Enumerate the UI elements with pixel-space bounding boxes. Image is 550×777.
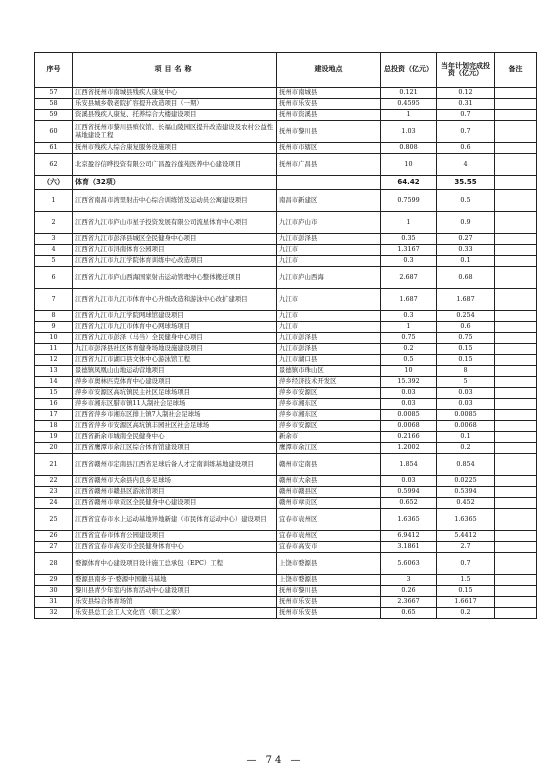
table-row: [35, 344, 537, 355]
header-location: 建设地点: [277, 53, 381, 88]
table-row: [35, 476, 537, 487]
cell-remark: [495, 443, 537, 454]
cell-plan: 0.452: [437, 498, 495, 509]
cell-remark: [495, 311, 537, 322]
cell-no: 19: [35, 432, 73, 443]
cell-investment: 1: [381, 322, 437, 333]
cell-no: 57: [35, 88, 73, 99]
cell-remark: [495, 399, 537, 410]
cell-no: 62: [35, 154, 73, 176]
cell-location: 景德镇市珠山区: [277, 366, 381, 377]
cell-no: 61: [35, 143, 73, 154]
cell-remark: [495, 366, 537, 377]
cell-remark: [495, 476, 537, 487]
cell-location: 九江市彭泽县: [277, 344, 381, 355]
table-row: [35, 498, 537, 509]
cell-location: 抚州市乐安县: [277, 608, 381, 619]
cell-remark: [495, 99, 537, 110]
cell-remark: [495, 410, 537, 421]
table-row: [35, 154, 537, 176]
cell-location: 抚州市市辖区: [277, 143, 381, 154]
cell-name: 江西省鹰潭市余江区综合体育馆建设项目: [73, 443, 277, 454]
table-row: [35, 212, 537, 234]
table-row: [35, 575, 537, 586]
cell-location: 九江市: [277, 322, 381, 333]
cell-remark: [495, 509, 537, 531]
cell-no: 12: [35, 355, 73, 366]
cell-remark: [495, 432, 537, 443]
cell-no: 5: [35, 256, 73, 267]
cell-name: 江西省九江市彭泽县城区全民健身中心项目: [73, 234, 277, 245]
document-page: [34, 52, 536, 619]
table-row: [35, 311, 537, 322]
cell-name: 黎川县青少年室内体育活动中心建设项目: [73, 586, 277, 597]
cell-plan: 0.03: [437, 399, 495, 410]
cell-plan: 5: [437, 377, 495, 388]
cell-no: 32: [35, 608, 73, 619]
cell-remark: [495, 176, 537, 190]
cell-plan: 0.6: [437, 322, 495, 333]
cell-no: 59: [35, 110, 73, 121]
table-row: [35, 542, 537, 553]
cell-no: 1: [35, 190, 73, 212]
cell-plan: 0.7: [437, 110, 495, 121]
cell-no: 2: [35, 212, 73, 234]
cell-name: 江西省九江市庐山市星子投资发展有限公司流星体育中心项目: [73, 212, 277, 234]
cell-investment: 1.2002: [381, 443, 437, 454]
cell-plan: 0.7: [437, 121, 495, 143]
table-row: [35, 190, 537, 212]
table-row: [35, 267, 537, 289]
cell-location: 上饶市婺源县: [277, 553, 381, 575]
cell-investment: 0.652: [381, 498, 437, 509]
table-row: [35, 333, 537, 344]
cell-remark: [495, 531, 537, 542]
cell-name: 江西省赣州市大余县内良乡足球场: [73, 476, 277, 487]
cell-plan: 1.6365: [437, 509, 495, 531]
cell-plan: 0.0085: [437, 410, 495, 421]
cell-name: 婺源体育中心建设项目设计施工总承包（EPC）工程: [73, 553, 277, 575]
cell-investment: 0.3: [381, 311, 437, 322]
table-row: [35, 88, 537, 99]
cell-name: 江西省九江市彭泽（马当）全民健身中心项目: [73, 333, 277, 344]
cell-plan: 0.15: [437, 586, 495, 597]
cell-remark: [495, 586, 537, 597]
cell-plan: 0.1: [437, 432, 495, 443]
investment-table: [34, 52, 537, 619]
cell-plan: 0.1: [437, 256, 495, 267]
cell-investment: 0.808: [381, 143, 437, 154]
cell-investment: 0.3: [381, 256, 437, 267]
table-row: [35, 245, 537, 256]
cell-plan: 2.7: [437, 542, 495, 553]
cell-location: 九江市庐山西海: [277, 267, 381, 289]
cell-no: 30: [35, 586, 73, 597]
cell-location: 南昌市新建区: [277, 190, 381, 212]
cell-name: 江西省赣州市赣县区游泳馆项目: [73, 487, 277, 498]
cell-investment: 10: [381, 366, 437, 377]
cell-location: 萍乡市安源区: [277, 421, 381, 432]
cell-location: 九江市: [277, 245, 381, 256]
cell-no: 60: [35, 121, 73, 143]
cell-name: 江西省抚州市南城县残疾人康复中心: [73, 88, 277, 99]
table-row: [35, 99, 537, 110]
cell-plan: 0.5: [437, 190, 495, 212]
cell-investment: 0.65: [381, 608, 437, 619]
cell-location: 九江市: [277, 311, 381, 322]
cell-investment: 0.03: [381, 399, 437, 410]
cell-name: 江西省南昌市湾里射击中心综合训练馆及运动员公寓建设项目: [73, 190, 277, 212]
cell-plan: 0.6: [437, 143, 495, 154]
cell-remark: [495, 377, 537, 388]
cell-plan: 0.68: [437, 267, 495, 289]
cell-location: 新余市: [277, 432, 381, 443]
table-row: [35, 234, 537, 245]
cell-remark: [495, 121, 537, 143]
cell-investment: 0.03: [381, 476, 437, 487]
cell-plan: 0.75: [437, 333, 495, 344]
cell-name: 江西省宜春市高安市全民健身体育中心: [73, 542, 277, 553]
cell-investment: 1: [381, 110, 437, 121]
cell-name: 江西省新余市城南全民健身中心: [73, 432, 277, 443]
cell-location: 萍乡市湘东区: [277, 399, 381, 410]
cell-name: 江西省九江市九江学院体育训练中心改造项目: [73, 256, 277, 267]
cell-location: [277, 176, 381, 190]
cell-remark: [495, 542, 537, 553]
cell-no: 9: [35, 322, 73, 333]
cell-name: 乐安县总工会工人文化宫（职工之家）: [73, 608, 277, 619]
cell-name: 乐安县综合体育场馆: [73, 597, 277, 608]
cell-location: 上饶市婺源县: [277, 575, 381, 586]
cell-location: 九江市彭泽县: [277, 333, 381, 344]
cell-no: 6: [35, 267, 73, 289]
table-row: [35, 143, 537, 154]
cell-location: 萍乡市安源区: [277, 388, 381, 399]
cell-plan: 0.15: [437, 355, 495, 366]
cell-location: 抚州市黎川县: [277, 586, 381, 597]
cell-no: 15: [35, 388, 73, 399]
cell-investment: 2.687: [381, 267, 437, 289]
cell-name: 江西省赣州市定南县江西省足球后备人才定南训练基地建设项目: [73, 454, 277, 476]
cell-plan: 1.6617: [437, 597, 495, 608]
table-row: [35, 388, 537, 399]
cell-no: 3: [35, 234, 73, 245]
cell-name: 资溪县残疾人康复、托养综合大楼建设项目: [73, 110, 277, 121]
cell-name: 江西省九江市湖口县文体中心游泳馆工程: [73, 355, 277, 366]
cell-remark: [495, 355, 537, 366]
cell-location: 抚州市乐安县: [277, 99, 381, 110]
cell-remark: [495, 212, 537, 234]
cell-plan: 0.27: [437, 234, 495, 245]
cell-plan: 0.254: [437, 311, 495, 322]
cell-remark: [495, 487, 537, 498]
cell-no: 26: [35, 531, 73, 542]
cell-no: 8: [35, 311, 73, 322]
cell-no: 25: [35, 509, 73, 531]
cell-name: 抚州市残疾人综合康复服务设施项目: [73, 143, 277, 154]
cell-name: 萍乡市湘东区腊市镇11人制社会足球场: [73, 399, 277, 410]
table-row: [35, 289, 537, 311]
cell-no: 17: [35, 410, 73, 421]
cell-location: 九江市湖口县: [277, 355, 381, 366]
cell-investment: 5.6063: [381, 553, 437, 575]
cell-investment: 0.4595: [381, 99, 437, 110]
cell-name: 萍乡市奥林匹克体育中心建设项目: [73, 377, 277, 388]
cell-remark: [495, 267, 537, 289]
cell-plan: 0.854: [437, 454, 495, 476]
cell-remark: [495, 575, 537, 586]
cell-investment: 15.392: [381, 377, 437, 388]
table-row: [35, 608, 537, 619]
cell-investment: 1.6365: [381, 509, 437, 531]
cell-no: 23: [35, 487, 73, 498]
table-row: [35, 509, 537, 531]
cell-investment: 1.03: [381, 121, 437, 143]
cell-remark: [495, 289, 537, 311]
cell-location: 赣州市定南县: [277, 454, 381, 476]
cell-location: 九江市庐山市: [277, 212, 381, 234]
cell-remark: [495, 553, 537, 575]
cell-name: 乐安县城乡敬老院扩容提升改造项目（一期）: [73, 99, 277, 110]
cell-investment: 1: [381, 212, 437, 234]
cell-plan: 0.7: [437, 553, 495, 575]
cell-remark: [495, 333, 537, 344]
table-row: [35, 586, 537, 597]
cell-plan: 0.2: [437, 443, 495, 454]
cell-no: 20: [35, 443, 73, 454]
cell-no: 10: [35, 333, 73, 344]
cell-remark: [495, 256, 537, 267]
cell-no: 21: [35, 454, 73, 476]
cell-no: 7: [35, 289, 73, 311]
cell-plan: 0.15: [437, 344, 495, 355]
cell-name: 江西省赣州市章贡区全民健身中心建设项目: [73, 498, 277, 509]
cell-name: 江西省萍乡市湘东区排上镇7人制社会足球场: [73, 410, 277, 421]
cell-name: 体育（32项）: [73, 176, 277, 190]
cell-plan: 4: [437, 154, 495, 176]
cell-investment: 0.35: [381, 234, 437, 245]
cell-location: 九江市: [277, 256, 381, 267]
cell-location: 抚州市乐安县: [277, 597, 381, 608]
cell-remark: [495, 322, 537, 333]
cell-location: 宜春市袁州区: [277, 531, 381, 542]
table-row: [35, 366, 537, 377]
cell-investment: 0.26: [381, 586, 437, 597]
cell-name: 北京盈谷信晔投资有限公司广昌盈谷莲苑医养中心建设项目: [73, 154, 277, 176]
cell-name: 江西省宜春市水上运动基地异地新建（市民体育运动中心）建设项目: [73, 509, 277, 531]
cell-no: 18: [35, 421, 73, 432]
cell-location: 抚州市南城县: [277, 88, 381, 99]
cell-location: 萍乡经济技术开发区: [277, 377, 381, 388]
cell-no: 13: [35, 366, 73, 377]
cell-investment: 64.42: [381, 176, 437, 190]
cell-no: 24: [35, 498, 73, 509]
cell-investment: 0.0068: [381, 421, 437, 432]
header-investment: 总投资（亿元）: [381, 53, 437, 88]
table-row: [35, 377, 537, 388]
cell-no: （六）: [35, 176, 73, 190]
cell-name: 景德镇凤凰山山地运动营地项目: [73, 366, 277, 377]
cell-location: 赣州市赣县区: [277, 487, 381, 498]
cell-remark: [495, 344, 537, 355]
table-header-row: [35, 53, 537, 88]
cell-remark: [495, 421, 537, 432]
cell-name: 江西省萍乡市安源区高坑镇丰园社区社会足球场: [73, 421, 277, 432]
cell-no: 27: [35, 542, 73, 553]
table-row: [35, 597, 537, 608]
cell-investment: 2.3667: [381, 597, 437, 608]
table-row: [35, 322, 537, 333]
cell-investment: 1.854: [381, 454, 437, 476]
cell-investment: 0.2: [381, 344, 437, 355]
cell-no: 4: [35, 245, 73, 256]
cell-plan: 0.9: [437, 212, 495, 234]
cell-no: 31: [35, 597, 73, 608]
cell-investment: 1.3167: [381, 245, 437, 256]
cell-plan: 35.55: [437, 176, 495, 190]
table-row: [35, 487, 537, 498]
cell-remark: [495, 388, 537, 399]
cell-investment: 0.75: [381, 333, 437, 344]
cell-no: 11: [35, 344, 73, 355]
cell-investment: 0.7599: [381, 190, 437, 212]
cell-plan: 0.31: [437, 99, 495, 110]
cell-investment: 1.687: [381, 289, 437, 311]
cell-name: 江西省宜春市体育公园建设项目: [73, 531, 277, 542]
cell-investment: 10: [381, 154, 437, 176]
cell-remark: [495, 498, 537, 509]
table-row: [35, 443, 537, 454]
cell-investment: 3: [381, 575, 437, 586]
cell-investment: 0.03: [381, 388, 437, 399]
cell-plan: 0.5394: [437, 487, 495, 498]
cell-no: 58: [35, 99, 73, 110]
cell-remark: [495, 190, 537, 212]
cell-plan: 1.5: [437, 575, 495, 586]
cell-location: 抚州市黎川县: [277, 121, 381, 143]
cell-location: 赣州市大余县: [277, 476, 381, 487]
cell-no: 28: [35, 553, 73, 575]
header-name: 项目名称: [73, 53, 277, 88]
cell-location: 鹰潭市余江区: [277, 443, 381, 454]
cell-name: 江西省九江市九江市体育中心升级改造和游泳中心改扩建项目: [73, 289, 277, 311]
cell-plan: 1.687: [437, 289, 495, 311]
cell-plan: 0.03: [437, 388, 495, 399]
cell-remark: [495, 234, 537, 245]
cell-name: 江西省九江市九江市体育中心网球场项目: [73, 322, 277, 333]
cell-remark: [495, 88, 537, 99]
cell-remark: [495, 608, 537, 619]
cell-location: 宜春市高安市: [277, 542, 381, 553]
cell-remark: [495, 110, 537, 121]
table-row: [35, 531, 537, 542]
cell-remark: [495, 454, 537, 476]
cell-location: 萍乡市湘东区: [277, 410, 381, 421]
cell-remark: [495, 143, 537, 154]
cell-name: 江西省九江市庐山西海国家射击运动管理中心整体搬迁项目: [73, 267, 277, 289]
cell-plan: 0.33: [437, 245, 495, 256]
header-plan: 当年计划完成投资（亿元）: [437, 53, 495, 88]
cell-investment: 0.2166: [381, 432, 437, 443]
cell-location: 九江市彭泽县: [277, 234, 381, 245]
table-row: [35, 410, 537, 421]
cell-plan: 0.0068: [437, 421, 495, 432]
page-number: — 74 —: [246, 755, 304, 766]
cell-plan: 5.4412: [437, 531, 495, 542]
table-row: [35, 355, 537, 366]
cell-name: 江西省九江市九江学院网球馆建设项目: [73, 311, 277, 322]
cell-investment: 0.5: [381, 355, 437, 366]
cell-plan: 0.0225: [437, 476, 495, 487]
cell-investment: 0.0085: [381, 410, 437, 421]
cell-investment: 0.5994: [381, 487, 437, 498]
table-row: [35, 256, 537, 267]
cell-plan: 8: [437, 366, 495, 377]
cell-name: 婺源县南乡子·婺源中国徽马基地: [73, 575, 277, 586]
cell-name: 九江市彭泽县社区体育健身场地设施建设项目: [73, 344, 277, 355]
cell-plan: 0.12: [437, 88, 495, 99]
table-row: [35, 110, 537, 121]
table-row: [35, 121, 537, 143]
cell-name: 江西省九江市浔南体育公园项目: [73, 245, 277, 256]
cell-location: 宜春市袁州区: [277, 509, 381, 531]
header-no: 序号: [35, 53, 73, 88]
header-remark: 备注: [495, 53, 537, 88]
cell-location: 抚州市广昌县: [277, 154, 381, 176]
table-row: [35, 421, 537, 432]
table-row: [35, 432, 537, 443]
cell-investment: 6.9412: [381, 531, 437, 542]
cell-name: 萍乡市安源区高坑镇民主社区足球场项目: [73, 388, 277, 399]
table-row: [35, 454, 537, 476]
cell-remark: [495, 154, 537, 176]
table-row: [35, 399, 537, 410]
cell-name: 江西省抚州市黎川县殡仪馆、长福山陵园区提升改造建设及农村公益性基地建设工程: [73, 121, 277, 143]
cell-location: 抚州市资溪县: [277, 110, 381, 121]
cell-no: 22: [35, 476, 73, 487]
cell-investment: 0.121: [381, 88, 437, 99]
cell-remark: [495, 597, 537, 608]
cell-investment: 3.1861: [381, 542, 437, 553]
cell-remark: [495, 245, 537, 256]
cell-location: 九江市: [277, 289, 381, 311]
section-row: [35, 176, 537, 190]
cell-plan: 0.2: [437, 608, 495, 619]
table-row: [35, 553, 537, 575]
cell-no: 14: [35, 377, 73, 388]
cell-no: 29: [35, 575, 73, 586]
table-body: [35, 88, 537, 619]
cell-no: 16: [35, 399, 73, 410]
cell-location: 赣州市章贡区: [277, 498, 381, 509]
